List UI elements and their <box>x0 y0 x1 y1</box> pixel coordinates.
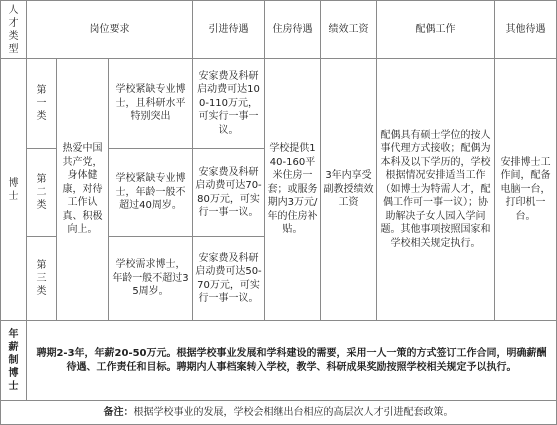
category-3-benefit: 安家费及科研启动费可达50-70万元，可实行一事一议。 <box>193 237 265 321</box>
note-text: 根据学校事业的发展，学校会相继出台相应的高层次人才引进配套政策。 <box>133 406 454 418</box>
doctor-housing: 学校提供140-160平米住房一套；或服务期内3万元/年的住房补贴。 <box>265 59 321 321</box>
doctor-label: 博 士 <box>1 59 27 321</box>
note-row <box>1 401 557 425</box>
note-cell <box>1 401 557 425</box>
header-other: 其他待遇 <box>495 1 557 59</box>
category-1-requirement: 学校紧缺专业博士，且科研水平特别突出 <box>109 59 193 149</box>
header-salary: 绩效工资 <box>321 1 377 59</box>
doctor-spouse: 配偶具有硕士学位的按人事代理方式接收；配偶为本科及以下学历的，学校根据情况安排适当工作（如博士为特需人才，配偶工作可一事一议）；协助解决子女人园入学问题。其他事项按照国家和学校相关规定执行。 <box>377 59 495 321</box>
annual-text: 聘期2-3年，年薪20-50万元。根据学校事业发展和学科建设的需要，采用一人一策的方式签订工作合同，明确薪酬待遇、工作责任和目标。聘期内人事档案转入学校，教学、科研成果奖励按照学校相关规定予以执行。 <box>27 321 557 401</box>
category-1-label: 第 一 类 <box>27 59 57 149</box>
category-2-label: 第 二 类 <box>27 149 57 237</box>
category-3-requirement: 学校需求博士，年龄一般不超过35周岁。 <box>109 237 193 321</box>
annual-salary-row <box>1 321 557 401</box>
header-requirements: 岗位要求 <box>27 1 193 59</box>
doctor-general-requirement: 热爱中国共产党，身体健康，对待工作认真、积极向上。 <box>57 59 109 321</box>
header-talent-type: 人 才 类 型 <box>1 1 27 59</box>
header-spouse: 配偶工作 <box>377 1 495 59</box>
category-3-label: 第 三 类 <box>27 237 57 321</box>
doctor-other: 安排博士工作间，配备电脑一台，打印机一台。 <box>495 59 557 321</box>
category-2-requirement: 学校紧缺专业博士，年龄一般不超过40周岁。 <box>109 149 193 237</box>
doctor-row-1 <box>1 59 557 149</box>
header-housing: 住房待遇 <box>265 1 321 59</box>
category-1-benefit: 安家费及科研启动费可达100-110万元，可实行一事一议。 <box>193 59 265 149</box>
doctor-salary: 3年内享受副教授绩效工资 <box>321 59 377 321</box>
header-row <box>1 1 557 59</box>
category-2-benefit: 安家费及科研启动费可达70-80万元，可实行一事一议。 <box>193 149 265 237</box>
note-label: 备注： <box>103 406 134 418</box>
header-benefits: 引进待遇 <box>193 1 265 59</box>
annual-label: 年 薪 制 博 士 <box>1 321 27 401</box>
